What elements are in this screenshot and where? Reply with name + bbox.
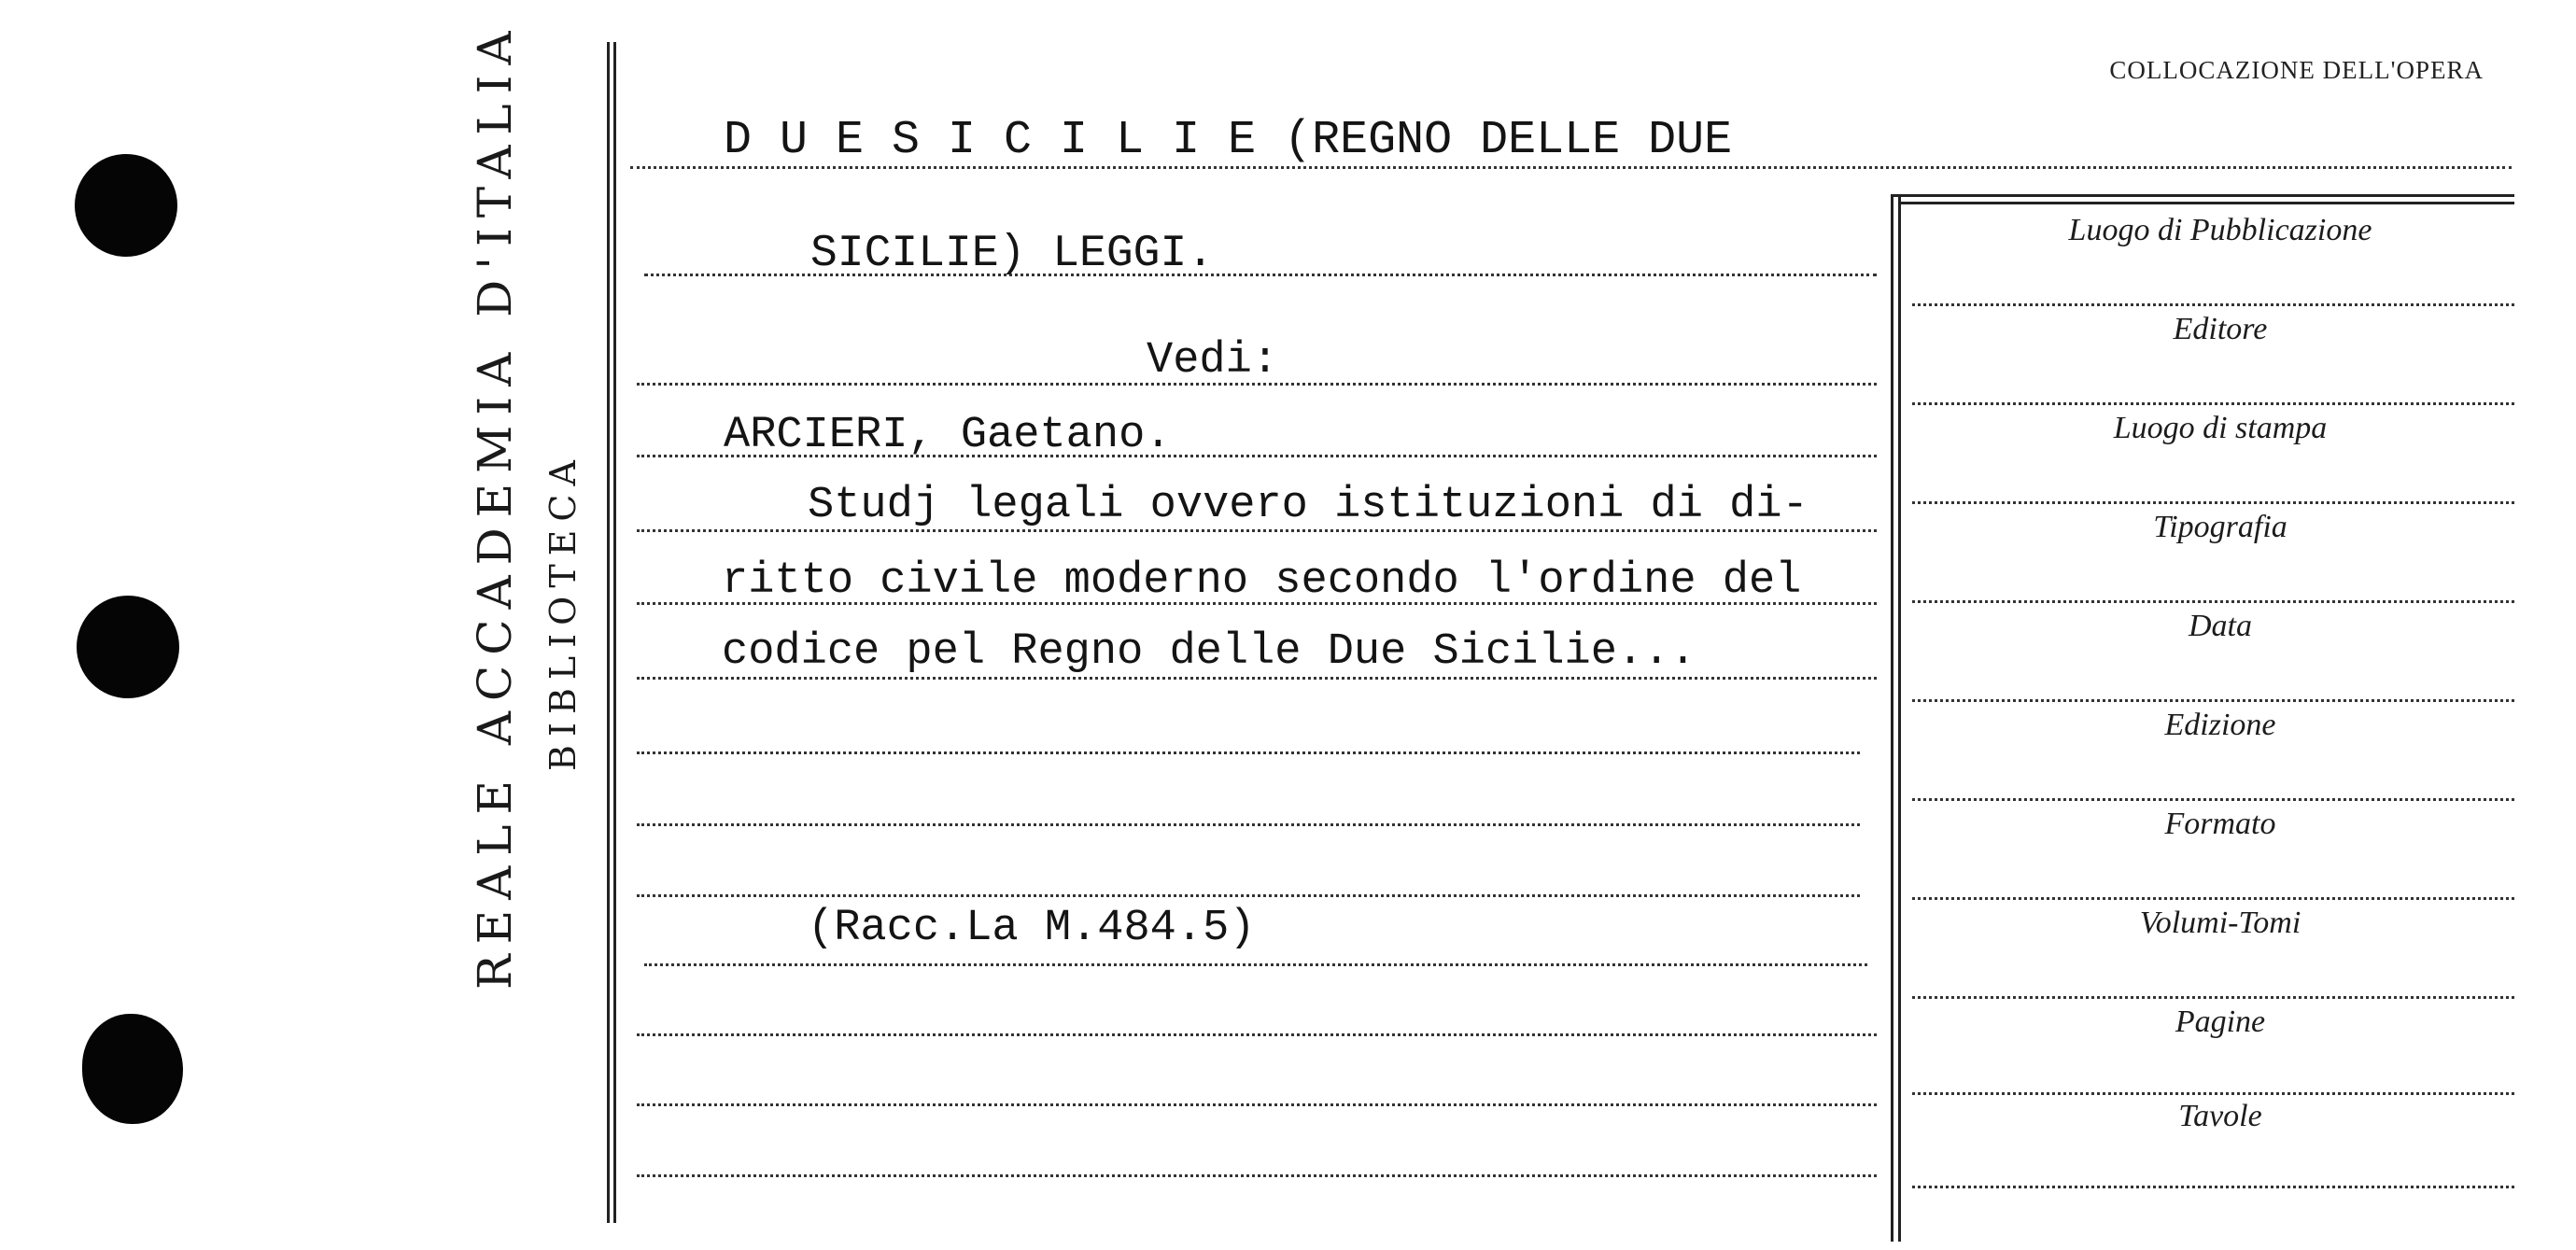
dotted-rule	[637, 1174, 1877, 1177]
box-rule	[1891, 194, 2514, 197]
subject-heading-continued: SICILIE) LEGGI.	[810, 229, 1215, 279]
margin-rule	[613, 42, 616, 1223]
dotted-rule	[637, 1103, 1877, 1106]
field-label: Volumi-Tomi	[2139, 906, 2302, 940]
dotted-rule	[1912, 501, 2514, 504]
field-label: Pagine	[2175, 1004, 2266, 1039]
dotted-rule	[637, 1033, 1877, 1036]
dotted-rule	[1912, 402, 2514, 405]
field-label: Tavole	[2178, 1099, 2262, 1133]
title-line: Studj legali ovvero istituzioni di di-	[808, 481, 1809, 530]
field-label: Editore	[2173, 312, 2268, 346]
collocazione-label: COLLOCAZIONE DELL'OPERA	[2109, 56, 2484, 84]
title-line: codice pel Regno delle Due Sicilie...	[722, 627, 1696, 677]
dotted-rule	[1912, 1092, 2514, 1095]
field-label: Edizione	[2164, 708, 2276, 742]
dotted-rule	[1912, 600, 2514, 603]
shelfmark: (Racc.La M.484.5)	[808, 904, 1256, 953]
punch-hole	[82, 1014, 183, 1124]
dotted-rule	[637, 823, 1860, 826]
institution-name: REALE ACCADEMIA D'ITALIA	[468, 21, 522, 990]
subject-heading: D U E S I C I L I E (REGNO DELLE DUE	[724, 114, 1733, 167]
dotted-rule	[1912, 996, 2514, 999]
dotted-rule	[644, 963, 1867, 966]
punch-hole	[77, 596, 179, 698]
dotted-rule	[637, 894, 1860, 897]
author: ARCIERI, Gaetano.	[724, 411, 1172, 460]
dotted-rule	[1912, 1186, 2514, 1188]
see-also-label: Vedi:	[1147, 336, 1279, 386]
punch-hole	[75, 154, 177, 257]
dotted-rule	[637, 677, 1877, 680]
dotted-rule	[1912, 798, 2514, 801]
field-label: Tipografia	[2153, 510, 2287, 544]
box-rule	[1898, 196, 1901, 1242]
box-rule	[1891, 196, 1893, 1242]
dotted-rule	[1912, 303, 2514, 306]
dotted-rule	[1912, 897, 2514, 900]
margin-rule	[607, 42, 610, 1223]
library-name: BIBLIOTECA	[542, 452, 584, 771]
field-label: Formato	[2164, 807, 2276, 841]
box-rule	[1898, 202, 2514, 204]
field-label: Data	[2189, 609, 2252, 643]
field-label: Luogo di stampa	[2113, 411, 2328, 445]
field-label: Luogo di Pubblicazione	[2068, 213, 2372, 247]
dotted-rule	[637, 751, 1860, 754]
dotted-rule	[1912, 699, 2514, 702]
title-line: ritto civile moderno secondo l'ordine del	[722, 556, 1802, 606]
